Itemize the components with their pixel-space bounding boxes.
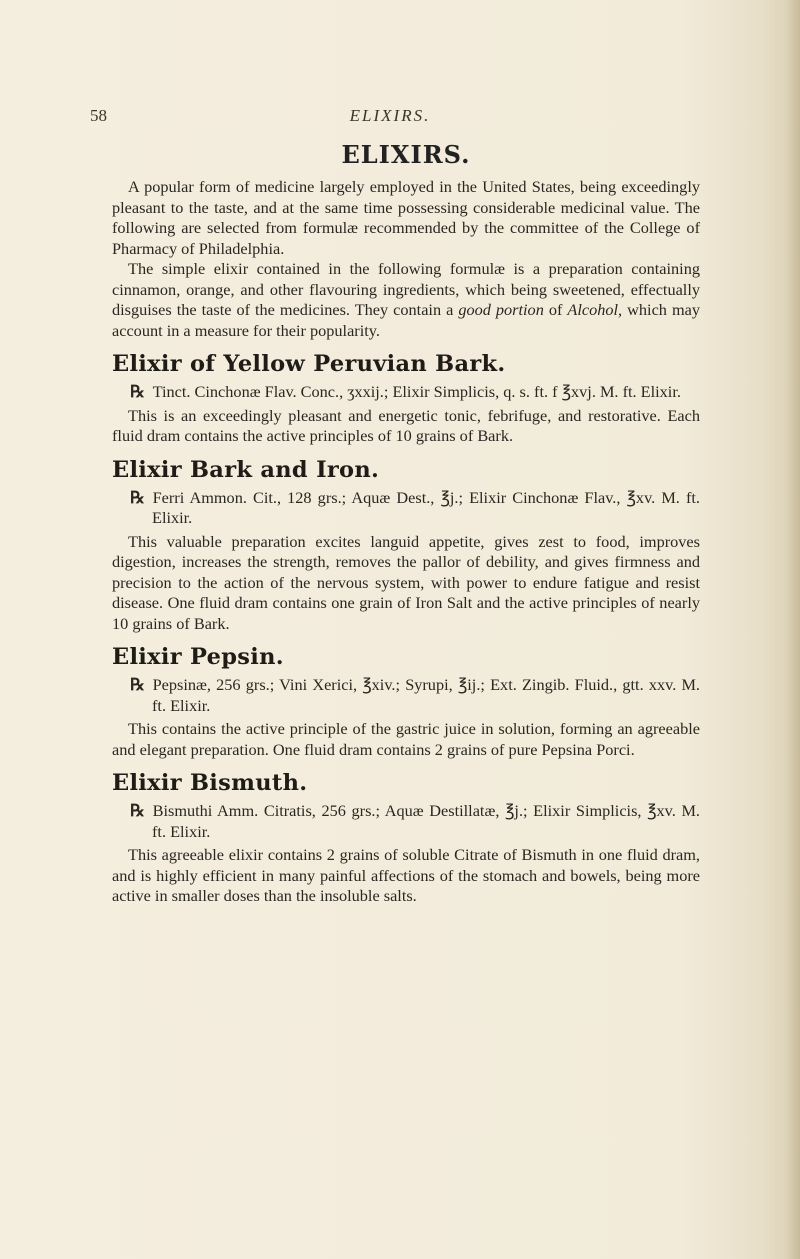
intro-text-part: which may account in a measure for their popularity. <box>112 300 700 340</box>
recipe-text: Tinct. Cinchonæ Flav. Conc., ʒxxij.; Elixir Simplicis, q. s. ft. f ℥xvj. M. ft. Elixir. <box>152 382 681 401</box>
recipe <box>112 801 700 842</box>
section-description: This valuable preparation excites languid appetite, gives zest to food, improves digestion, increases the strength, removes the pallor of debility, and gives firmness and precision to the action of the nervous system, with power to endure fatigue and resist disease. One fluid dram contains one grain of Iron Salt and the active principles of nearly 10 grains of Bark. <box>112 531 700 633</box>
recipe-text: Bismuthi Amm. Citratis, 256 grs.; Aquæ Destillatæ, ℥j.; Elixir Simplicis, ℥xv. M. ft. Elixir. <box>152 801 700 841</box>
recipe <box>112 382 700 403</box>
section-bismuth <box>112 770 700 907</box>
section-description: This contains the active principle of the gastric juice in solution, forming an agreeable and elegant preparation. One fluid dram contains 2 grains of pure Pepsina Porci. <box>112 719 700 759</box>
intro-italic-good-portion: good portion <box>458 300 544 319</box>
recipe-text: Pepsinæ, 256 grs.; Vini Xerici, ℥xiv.; Syrupi, ℥ij.; Ext. Zingib. Fluid., gtt. xxv. M. ft. Elixir. <box>152 675 700 715</box>
section-yellow-peruvian-bark <box>112 351 700 447</box>
page-number: 58 <box>90 106 107 125</box>
running-head: ELIXIRS. <box>349 106 431 125</box>
page-content <box>112 140 700 907</box>
chapter-title: ELIXIRS. <box>341 140 471 169</box>
intro-text-part: The simple elixir contained in the following formulæ is a preparation containing cinnamon, orange, and other flavouring ingredients, which being sweetened, effectually disguises the taste of the medicines. They contain a <box>112 259 700 319</box>
section-pepsin <box>112 644 700 760</box>
section-heading: Elixir Pepsin. <box>112 644 284 670</box>
recipe-text: Ferri Ammon. Cit., 128 grs.; Aquæ Dest., ℥j.; Elixir Cinchonæ Flav., ℥xv. M. ft. Elixir. <box>152 487 700 527</box>
section-description: This is an exceedingly pleasant and energetic tonic, febrifuge, and restorative. Each fluid dram contains the active principles of 10 grains of Bark. <box>112 405 700 445</box>
section-heading: Elixir Bismuth. <box>112 770 308 796</box>
intro-paragraph-2 <box>112 259 700 341</box>
rx-symbol: ℞ <box>130 487 145 507</box>
rx-symbol: ℞ <box>130 382 145 401</box>
section-description: This agreeable elixir contains 2 grains of soluble Citrate of Bismuth in one fluid dram, and is highly efficient in many painful affections of the stomach and bowels, being more active in smaller doses than the insoluble salts. <box>112 845 700 905</box>
rx-symbol: ℞ <box>130 801 145 820</box>
recipe <box>112 675 700 716</box>
intro-paragraph-1: A popular form of medicine largely employed in the United States, being exceedingly pleasant to the taste, and at the same time possessing considerable medicinal value. The following are selected from formulæ recommended by the committee of the College of Pharmacy of Philadelphia. <box>112 177 700 258</box>
page-header <box>90 106 690 130</box>
page-edge-shadow <box>786 0 800 1259</box>
section-heading: Elixir of Yellow Peruvian Bark. <box>112 351 506 377</box>
rx-symbol: ℞ <box>130 675 145 694</box>
section-heading: Elixir Bark and Iron. <box>112 456 380 483</box>
section-bark-and-iron <box>112 457 700 635</box>
intro-text-part: of <box>543 300 568 319</box>
recipe <box>112 488 700 529</box>
intro-italic-alcohol: Alcohol, <box>567 300 623 319</box>
